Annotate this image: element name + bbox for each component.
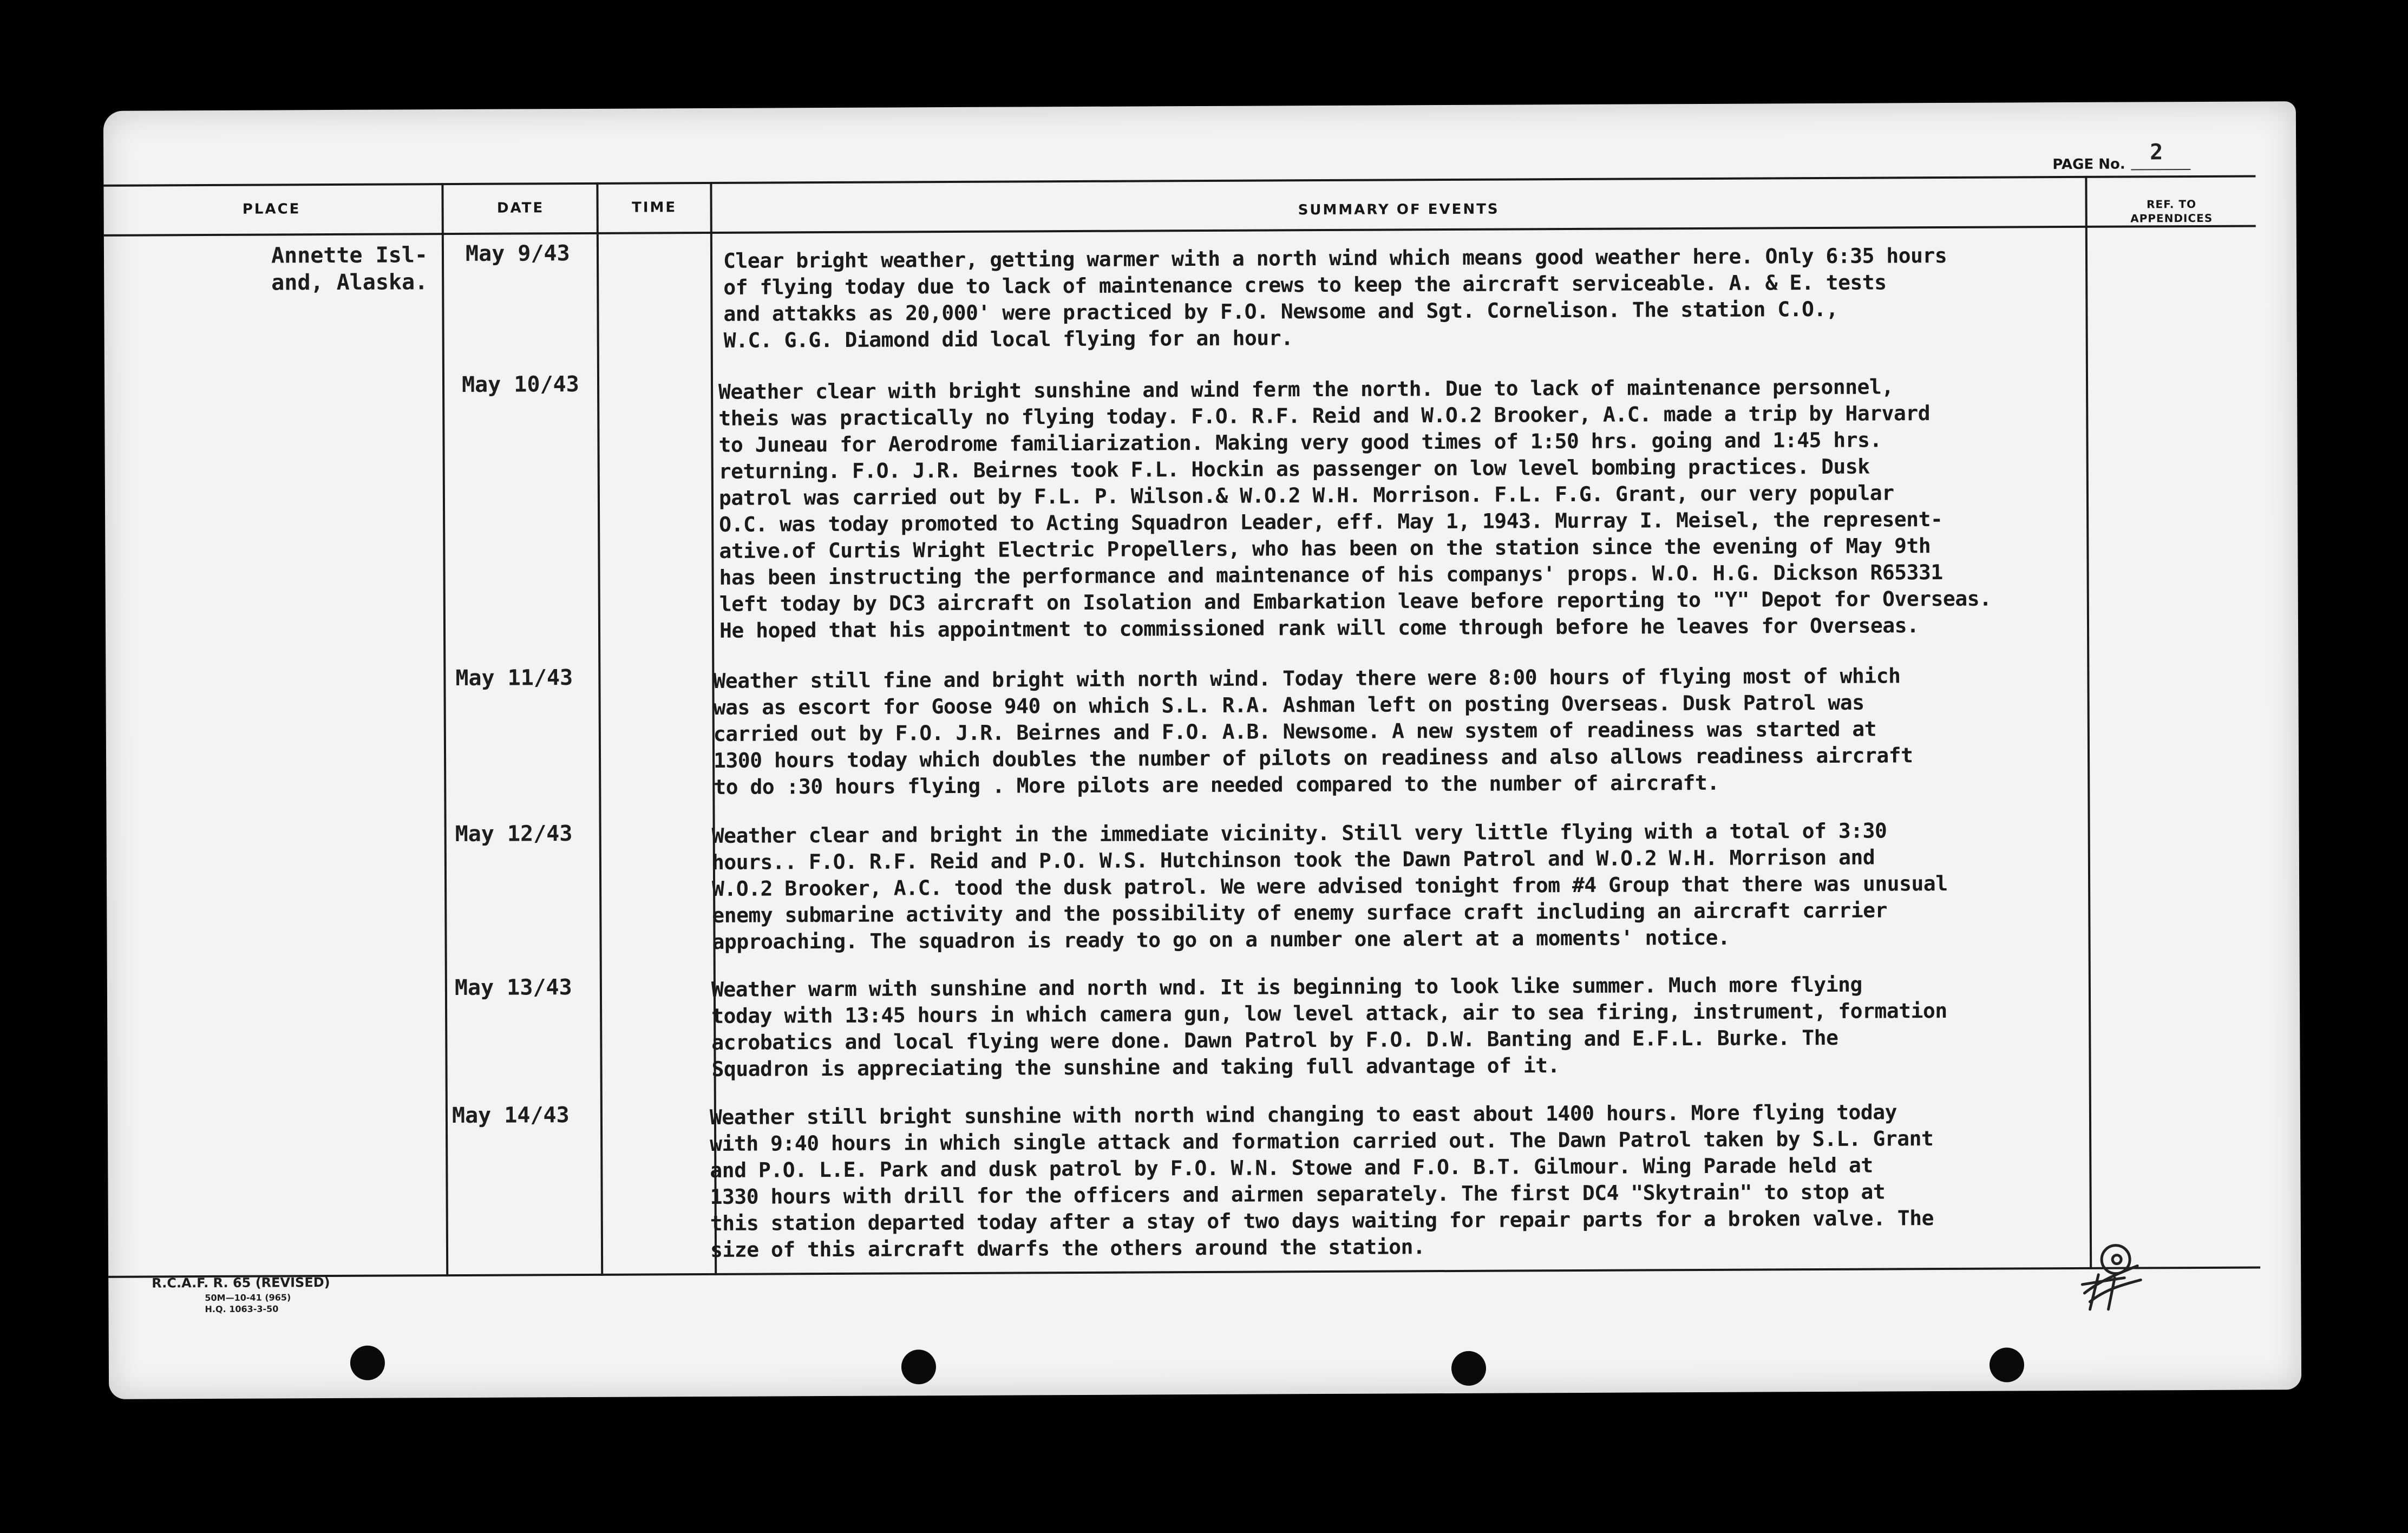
entry-text-may-9: Clear bright weather, getting warmer with a north wind which means good weather here. Only 6:35 hours of flying today due to lack of maintenance crews to keep the aircraft serviceable. A. & E. tests and attakks as 20,000' were practiced by F.O. Newsome and Sgt. Cornelison. The station C.O., W.C. G.G. Diamond did local flying for an hour. [723, 243, 1947, 352]
place-line2: and, Alaska. [271, 270, 428, 296]
form-identifier [152, 1275, 330, 1314]
place-line1: Annette Isl- [271, 243, 428, 268]
header-ref-to-appendices [2088, 197, 2256, 226]
top-rule [103, 175, 2255, 187]
header-rule [104, 225, 2256, 237]
entry-date-may-14: May 14/43 [451, 1103, 570, 1129]
entry-date-may-11: May 11/43 [455, 665, 573, 691]
header-ref-line1: REF. TO [2147, 197, 2197, 211]
header-ref-line2: APPENDICES [2130, 211, 2213, 225]
header-place: PLACE [242, 201, 301, 218]
entry-text-may-14: Weather still bright sunshine with north wind changing to east about 1400 hours. More flying today with 9:40 hours in which single attack and formation carried out. The Dawn Patrol taken by S.L. Grant and P.O. L.E. Park and dusk patrol by F.O. W.N. Stowe and F.O. B.T. Gilmour. Wing Parade held at 1330 hours with drill for the officers and airmen separately. The first DC4 "Skytrain" to stop at this station departed today after a stay of two days waiting for repair parts for a broken valve. The size of this aircraft dwarfs the others around the station. [709, 1100, 1934, 1262]
header-date: DATE [496, 200, 545, 217]
binder-hole-1 [350, 1346, 385, 1380]
form-id-line3: H.Q. 1063-3-50 [205, 1303, 279, 1315]
page-number-label: PAGE No. [2052, 156, 2125, 173]
binder-hole-2 [901, 1349, 936, 1384]
entry-text-may-13: Weather warm with sunshine and north wnd. It is beginning to look like summer. Much more flying today with 13:45 hours in which camera gun, low level attack, air to sea firing, instrument, formation acrobatics and local flying were done. Dawn Patrol by F.O. D.W. Banting and E.F.L. Burke. The Squadron is appreciating the sunshine and taking full advantage of it. [711, 972, 1947, 1081]
entry-date-may-13: May 13/43 [454, 975, 572, 1001]
form-id-line1: R.C.A.F. R. 65 (REVISED) [152, 1275, 330, 1291]
bottom-rule [108, 1266, 2260, 1277]
header-summary-of-events: SUMMARY OF EVENTS [1298, 201, 1500, 219]
diary-sheet [103, 101, 2301, 1399]
column-divider-summary [2085, 176, 2092, 1269]
entry-date-may-10: May 10/43 [461, 372, 579, 397]
entry-text-may-11: Weather still fine and bright with north wind. Today there were 8:00 hours of flying most of which was as escort for Goose 940 on which S.L. R.A. Ashman left on posting Overseas. Dusk Patrol was carried out by F.O. J.R. Beirnes and F.O. A.B. Newsome. A new system of readiness was started at 1300 hours today which doubles the number of pilots on readiness and also allows readiness aircraft to do :30 hours flying . More pilots are needed compared to the number of aircraft. [713, 664, 1913, 799]
entry-date-may-9: May 9/43 [465, 241, 570, 266]
header-time: TIME [632, 199, 677, 216]
signature-initials-icon [2068, 1228, 2155, 1315]
column-divider-place [441, 183, 448, 1276]
column-divider-date [596, 182, 603, 1276]
binder-hole-4 [1990, 1347, 2024, 1382]
place-cell [265, 241, 428, 296]
page-number: 2 [2150, 140, 2163, 165]
entry-text-may-12: Weather clear and bright in the immediate vicinity. Still very little flying with a total of 3:30 hours.. F.O. R.F. Reid and P.O. W.S. Hutchinson took the Dawn Patrol and W.O.2 W.H. Morrison and W.O.2 Brooker, A.C. tood the dusk patrol. We were advised tonight from #4 Group that there was unusual enemy submarine activity and the possibility of enemy surface craft including an aircraft carrier approaching. The squadron is ready to go on a number one alert at a moments' notice. [711, 818, 1948, 954]
page-number-underline [2131, 169, 2190, 170]
entry-text-may-10: Weather clear with bright sunshine and wind ferm the north. Due to lack of maintenance personnel, theis was practically no flying today. F.O. R.F. Reid and W.O.2 Brooker, A.C. made a trip by Harvard to Juneau for Aerodrome familiarization. Making very good times of 1:50 hrs. going and 1:45 hrs. returning. F.O. J.R. Beirnes took F.L. Hockin as passenger on low level bombing practices. Dusk patrol was carried out by F.L. P. Wilson.& W.O.2 W.H. Morrison. F.L. F.G. Grant, our very popular O.C. was today promoted to Acting Squadron Leader, eff. May 1, 1943. Murray I. Meisel, the represent- ative.of Curtis Wright Electric Propellers, who has been on the station since the evening of May 9th has been instructing the performance and maintenance of his companys' props. W.O. H.G. Dickson R65331 left today by DC3 aircraft on Isolation and Embarkation leave before reporting to "Y" Depot for Overseas. He hoped that his appointment to commissioned rank will come through before he leaves for Overseas. [718, 375, 1992, 643]
form-id-line2: 50M—10-41 (965) [205, 1292, 291, 1303]
entry-date-may-12: May 12/43 [455, 821, 573, 847]
binder-hole-3 [1451, 1351, 1486, 1386]
